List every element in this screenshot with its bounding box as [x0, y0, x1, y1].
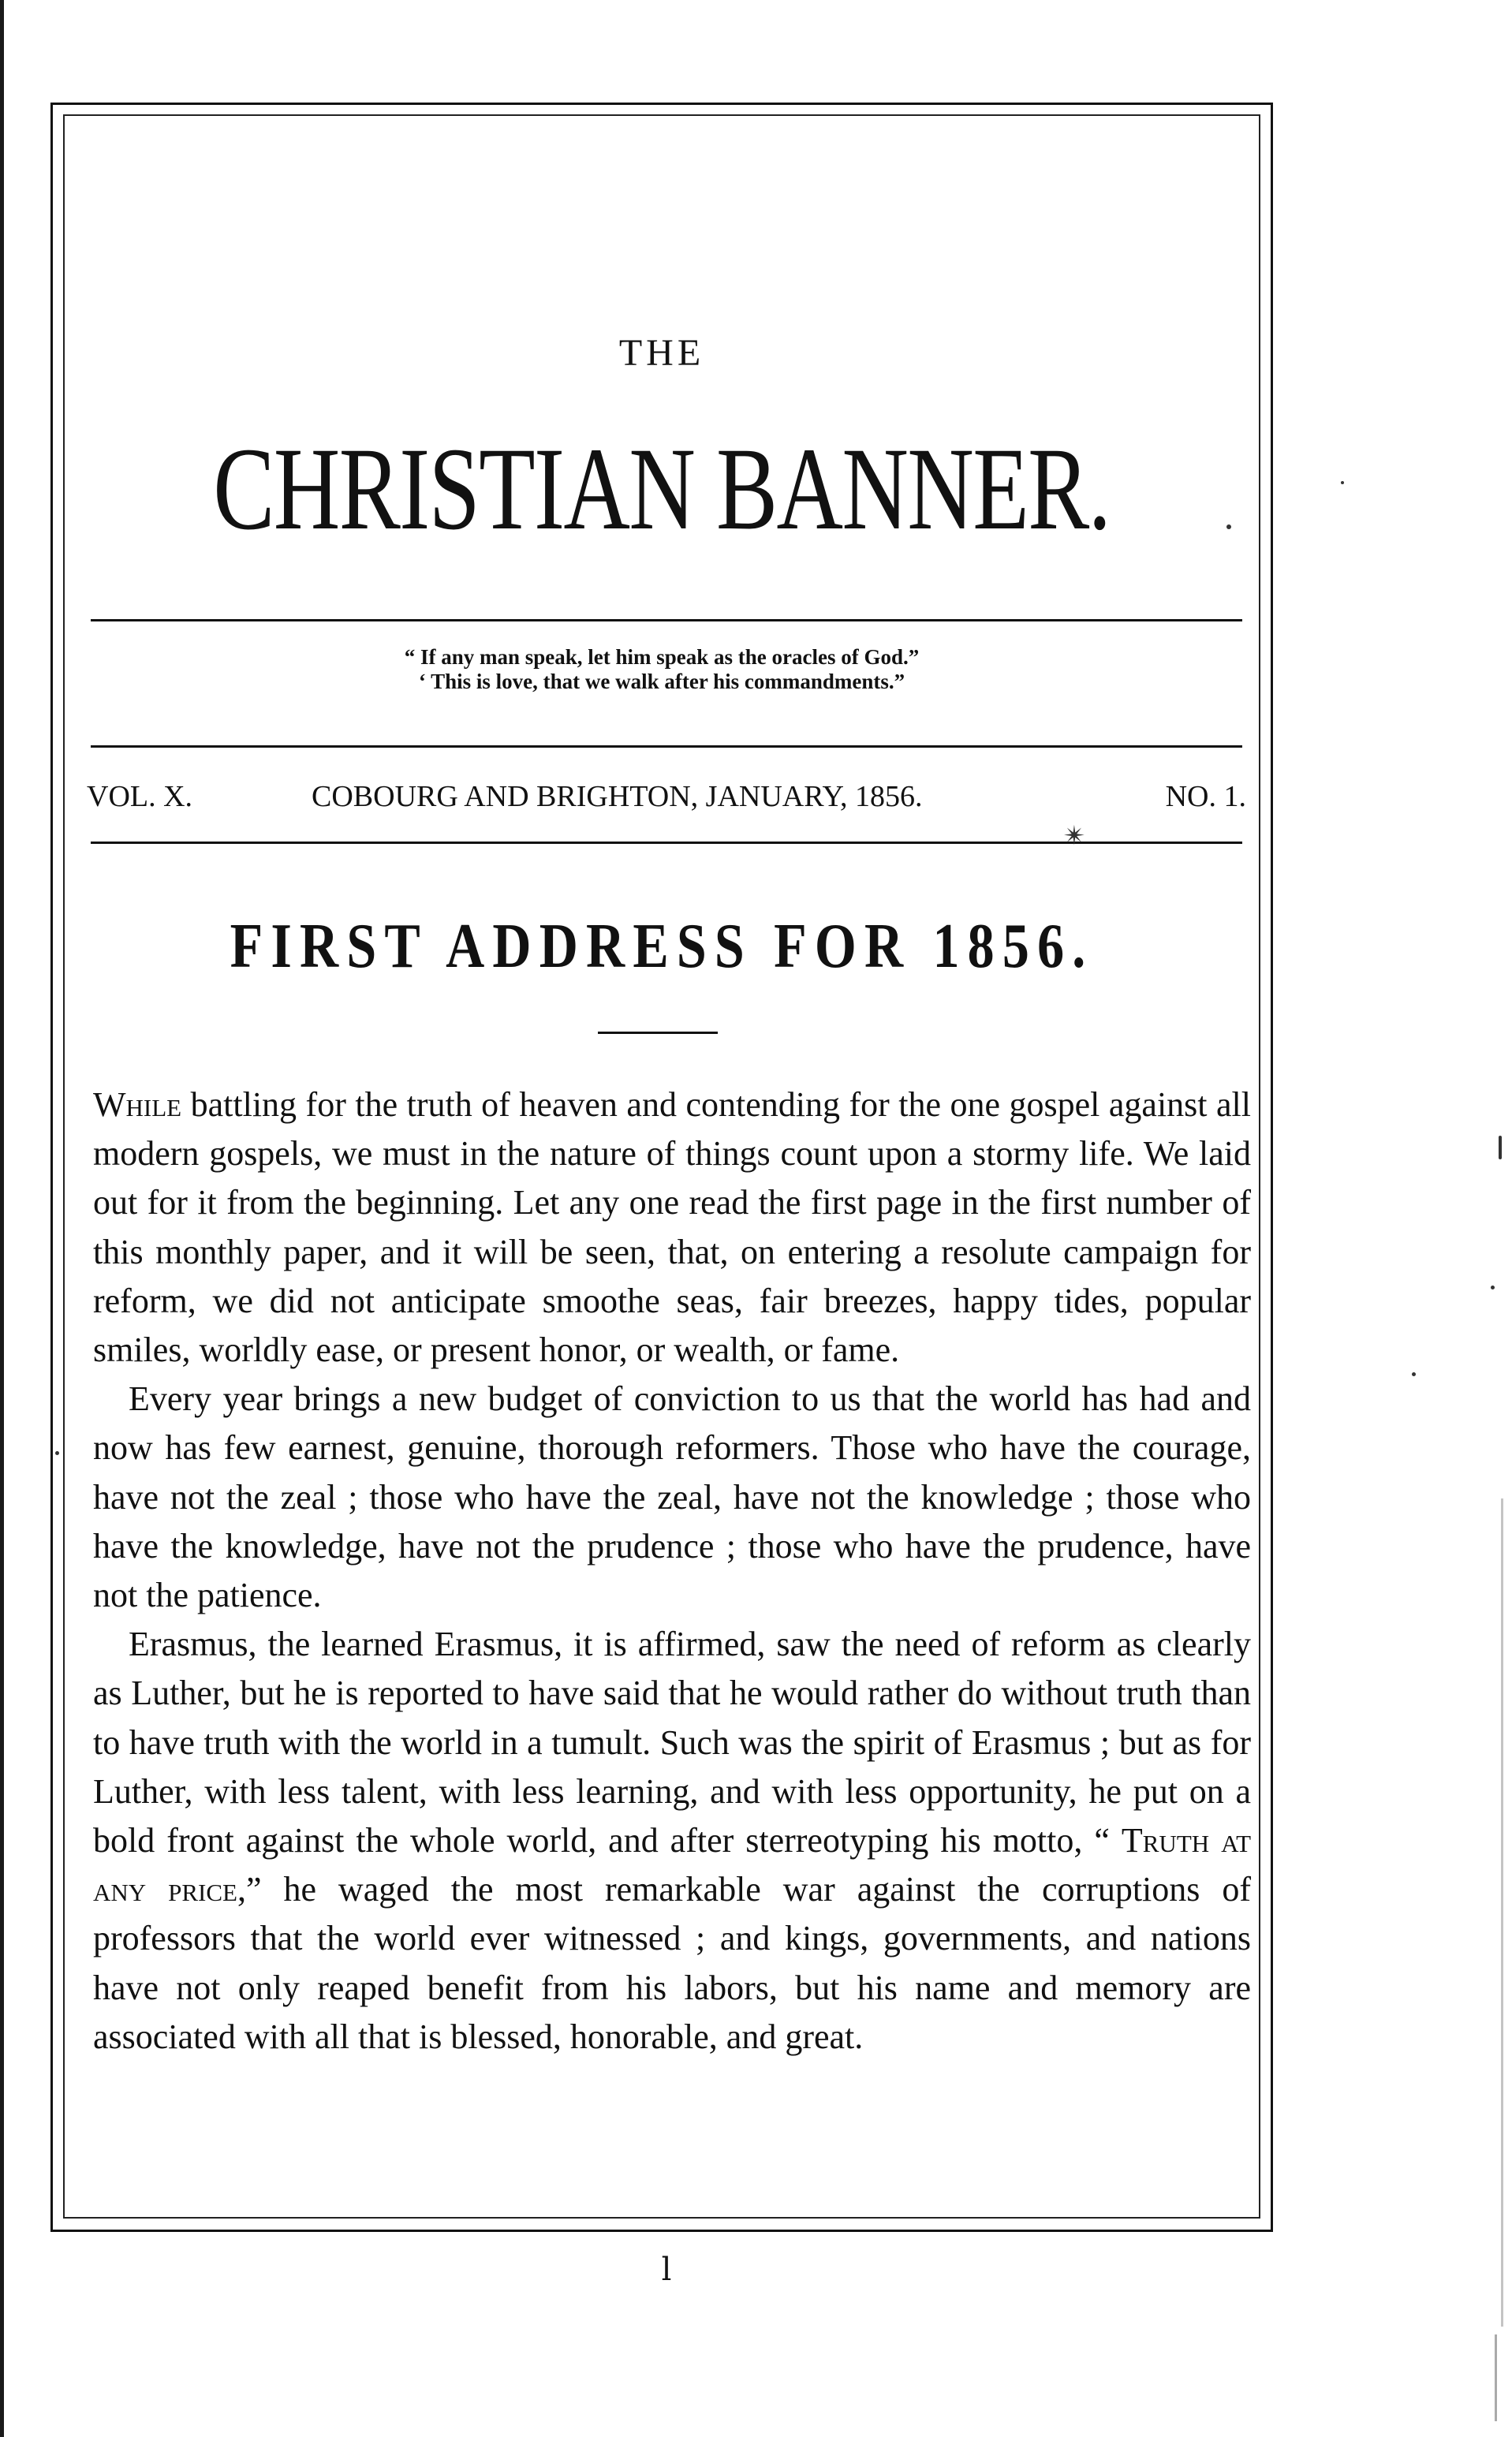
page-folio: l	[661, 2252, 672, 2288]
periodical-title-text: CHRISTIAN BANNER.	[213, 424, 1111, 554]
drop-word: While	[93, 1085, 182, 1124]
ink-speck	[1499, 1136, 1502, 1159]
ink-blot-mark: ✴	[1063, 820, 1086, 852]
paragraph	[93, 1080, 1251, 1375]
page-edge-shadow	[1495, 2334, 1497, 2421]
ink-speck	[1341, 481, 1344, 484]
ink-speck	[55, 1451, 59, 1455]
ink-speck	[1226, 524, 1231, 529]
volume-label: VOL. X.	[87, 780, 193, 813]
motto-line: “ If any man speak, let him speak as the oracles of God.”	[404, 645, 920, 669]
ink-speck	[1491, 1286, 1495, 1289]
issue-line	[87, 777, 1246, 816]
paragraph	[93, 1620, 1251, 2062]
ink-speck	[1412, 1372, 1416, 1376]
paragraph-text: battling for the truth of heaven and contending for the one gospel against all modern gospels, we must in the nature of things count upon a stormy life. We laid out for it from the beginning. Let any one read the first page in the first number of this monthly paper, and it will be seen, that, on entering a resolute campaign for reform, we did not anticipate smoothe seas, fair breezes, happy tides, popular smiles, worldly ease, or present honor, or wealth, or fame.	[93, 1085, 1251, 1370]
page-edge-shadow	[1501, 1498, 1503, 2327]
issue-number: NO. 1.	[1165, 780, 1246, 813]
motto-rule	[91, 745, 1242, 748]
heading-short-rule	[598, 1032, 718, 1034]
masthead-article: THE	[618, 332, 705, 374]
motto-quote: Truth at any price	[93, 1821, 1252, 1909]
article-heading-text: FIRST ADDRESS FOR 1856.	[230, 912, 1094, 981]
paragraph: Every year brings a new budget of conviction to us that the world has had and now has few earnest, genuine, thorough reformers. Those who have the courage, have not the zeal ; those who have the zeal, have not the knowledge ; those who have the knowledge, have not the prudence ; those who have the prudence, have not the patience.	[93, 1379, 1251, 1615]
paragraph-text: Erasmus, the learned Erasmus, it is affirmed, saw the need of reform as clearly as Luther, but he is reported to have said that he would rather do without truth than to have truth with the world in a tumult. Such was the spirit of Erasmus ; but as for Luther, with less talent, with less learning, and with less opportunity, he put on a bold front against the whole world, and after sterreotyping his motto, “	[93, 1625, 1251, 1860]
motto	[63, 645, 1260, 694]
article-body	[93, 1080, 1251, 2062]
book-spine-edge	[0, 0, 4, 2437]
paragraph-text: ,” he waged the most remarkable war against the corruptions of professors that the world ever witnessed ; and kings, governments, and nations have not only reaped benefit from his labors, but his name and memory are associated with all that is blessed, honorable, and great.	[93, 1870, 1251, 2056]
place-date: COBOURG AND BRIGHTON, JANUARY, 1856.	[312, 780, 923, 813]
periodical-title	[63, 410, 1260, 568]
title-rule	[91, 619, 1242, 621]
article-heading	[63, 909, 1260, 984]
motto-line: ‘ This is love, that we walk after his commandments.”	[418, 670, 905, 693]
